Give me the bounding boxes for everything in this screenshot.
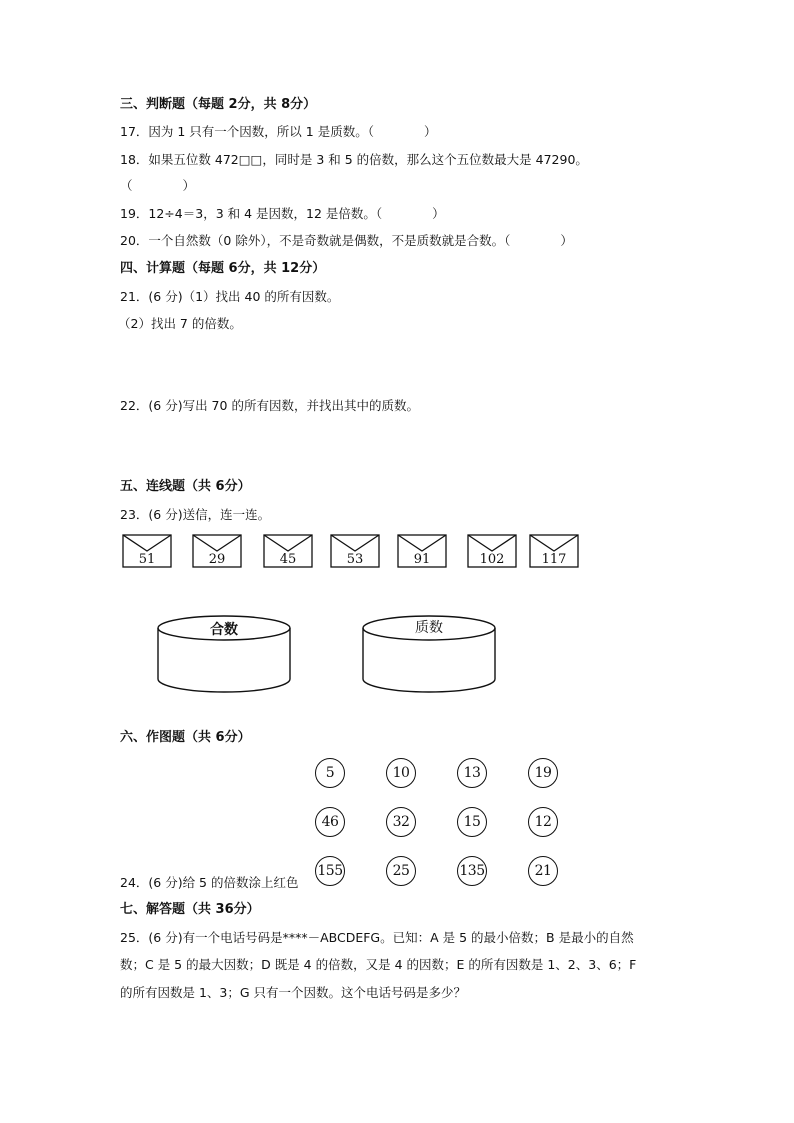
number-circle: 5 xyxy=(315,758,345,788)
envelope xyxy=(122,534,172,568)
envelope xyxy=(529,534,579,568)
envelope xyxy=(330,534,380,568)
question-18: 18．如果五位数 472□□，同时是 3 和 5 的倍数，那么这个五位数最大是 47290。 xyxy=(120,152,588,167)
section-3-heading: 三、判断题（每题 2分，共 8分） xyxy=(120,97,317,112)
number-circle: 19 xyxy=(528,758,558,788)
question-21-part-2: （2）找出 7 的倍数。 xyxy=(118,316,242,331)
number-circle: 155 xyxy=(315,856,345,886)
question-23: 23．(6 分)送信，连一连。 xyxy=(120,507,271,522)
section-7-heading: 七、解答题（共 36分） xyxy=(120,902,260,917)
envelope-number: 29 xyxy=(208,552,226,567)
number-circle: 13 xyxy=(457,758,487,788)
composite-bin-label: 合数 xyxy=(210,622,238,638)
number-circle: 32 xyxy=(386,807,416,837)
envelope-number: 51 xyxy=(138,552,156,567)
prime-bin-label: 质数 xyxy=(415,620,443,636)
section-6-heading: 六、作图题（共 6分） xyxy=(120,730,251,745)
number-circle: 21 xyxy=(528,856,558,886)
question-18-answer-paren: （ ） xyxy=(120,178,196,193)
question-22: 22．(6 分)写出 70 的所有因数，并找出其中的质数。 xyxy=(120,398,419,413)
envelope xyxy=(397,534,447,568)
section-4-heading: 四、计算题（每题 6分，共 12分） xyxy=(120,261,326,276)
envelope xyxy=(263,534,313,568)
number-circle: 25 xyxy=(386,856,416,886)
question-21-part-1: 21．(6 分)（1）找出 40 的所有因数。 xyxy=(120,289,340,304)
question-25-line-3: 的所有因数是 1、3；G 只有一个因数。这个电话号码是多少？ xyxy=(120,985,467,1000)
envelope-number: 102 xyxy=(479,552,505,567)
section-5-heading: 五、连线题（共 6分） xyxy=(120,479,251,494)
prime-bin xyxy=(362,614,496,694)
number-circle: 10 xyxy=(386,758,416,788)
number-circle: 15 xyxy=(457,807,487,837)
number-circle: 12 xyxy=(528,807,558,837)
question-17: 17．因为 1 只有一个因数，所以 1 是质数。（ ） xyxy=(120,124,437,139)
question-24: 24．(6 分)给 5 的倍数涂上红色 xyxy=(120,875,299,890)
envelope-number: 45 xyxy=(279,552,297,567)
envelope-number: 53 xyxy=(346,552,364,567)
number-circle: 46 xyxy=(315,807,345,837)
number-circle: 135 xyxy=(457,856,487,886)
question-25-line-2: 数；C 是 5 的最大因数；D 既是 4 的倍数，又是 4 的因数；E 的所有因数是 1、2、3、6；F xyxy=(120,957,637,972)
envelope-number: 91 xyxy=(413,552,431,567)
question-25-line-1: 25．(6 分)有一个电话号码是****－ABCDEFG。已知：A 是 5 的最小倍数；B 是最小的自然 xyxy=(120,930,634,945)
composite-bin xyxy=(157,614,291,694)
envelope-number: 117 xyxy=(541,552,567,567)
question-19: 19．12÷4＝3，3 和 4 是因数，12 是倍数。（ ） xyxy=(120,206,445,221)
envelope xyxy=(192,534,242,568)
question-20: 20．一个自然数（0 除外），不是奇数就是偶数，不是质数就是合数。（ ） xyxy=(120,233,573,248)
envelope xyxy=(467,534,517,568)
